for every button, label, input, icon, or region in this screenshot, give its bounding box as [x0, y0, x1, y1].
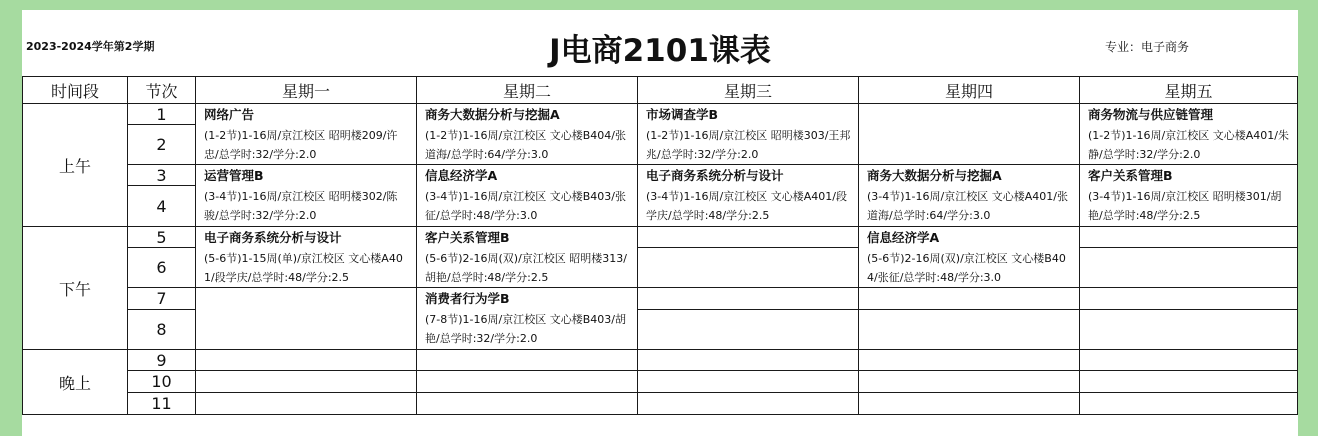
empty-cell [1080, 248, 1298, 288]
course-cell-tue-1-2[interactable] [417, 104, 638, 165]
empty-cell [1080, 393, 1298, 415]
empty-cell [196, 350, 417, 371]
course-name: 市场调查学B [646, 107, 719, 122]
section-row [23, 371, 1298, 393]
major-label: 专业：电子商务 [1105, 40, 1190, 54]
course-detail: (5-6节)1-15周(单)/京江校区 文心楼A401/段学庆/总学时:48/学分:2.5 [204, 252, 403, 284]
course-cell-fri-1-2[interactable] [1080, 104, 1298, 165]
course-name: 电子商务系统分析与设计 [204, 230, 342, 245]
term-label: 2023-2024学年第2学期 [26, 40, 155, 53]
period-evening: 晚上 [23, 350, 128, 415]
section-number: 11 [128, 393, 196, 415]
course-detail: (3-4节)1-16周/京江校区 昭明楼301/胡艳/总学时:48/学分:2.5 [1088, 190, 1282, 222]
section-number: 7 [128, 288, 196, 310]
empty-cell [638, 393, 859, 415]
course-detail: (7-8节)1-16周/京江校区 文心楼B403/胡艳/总学时:32/学分:2.0 [425, 313, 626, 345]
course-detail: (3-4节)1-16周/京江校区 文心楼A401/张道海/总学时:64/学分:3.0 [867, 190, 1068, 222]
empty-cell [859, 288, 1080, 310]
empty-cell [1080, 371, 1298, 393]
empty-cell [859, 310, 1080, 350]
section-row [23, 350, 1298, 371]
empty-cell [196, 288, 417, 350]
schedule-table [22, 76, 1298, 415]
course-detail: (5-6节)2-16周(双)/京江校区 昭明楼313/胡艳/总学时:48/学分:2.5 [425, 252, 628, 284]
empty-cell [1080, 288, 1298, 310]
empty-cell [859, 371, 1080, 393]
course-cell-mon-1-2[interactable] [196, 104, 417, 165]
course-detail: (1-2节)1-16周/京江校区 文心楼B404/张道海/总学时:64/学分:3.0 [425, 129, 626, 161]
period-morning: 上午 [23, 104, 128, 227]
course-detail: (1-2节)1-16周/京江校区 文心楼A401/朱静/总学时:32/学分:2.0 [1088, 129, 1289, 161]
empty-cell [417, 350, 638, 371]
course-name: 客户关系管理B [1088, 168, 1173, 183]
section-number: 9 [128, 350, 196, 371]
col-header-section: 节次 [128, 77, 196, 104]
course-detail: (5-6节)2-16周(双)/京江校区 文心楼B404/张征/总学时:48/学分:3.0 [867, 252, 1066, 284]
course-cell-fri-3-4[interactable] [1080, 165, 1298, 227]
course-cell-wed-1-2[interactable] [638, 104, 859, 165]
course-name: 运营管理B [204, 168, 264, 183]
col-header-tuesday: 星期二 [417, 77, 638, 104]
course-name: 客户关系管理B [425, 230, 510, 245]
timetable-sheet [22, 10, 1298, 436]
empty-cell [859, 104, 1080, 165]
empty-cell [859, 393, 1080, 415]
course-name: 网络广告 [204, 107, 255, 122]
section-number: 1 [128, 104, 196, 125]
empty-cell [638, 350, 859, 371]
section-row [23, 165, 1298, 186]
section-row [23, 288, 1298, 310]
course-detail: (3-4节)1-16周/京江校区 昭明楼302/陈骏/总学时:32/学分:2.0 [204, 190, 398, 222]
empty-cell [196, 393, 417, 415]
section-number: 10 [128, 371, 196, 393]
empty-cell [638, 227, 859, 248]
course-detail: (1-2节)1-16周/京江校区 昭明楼303/王邦兆/总学时:32/学分:2.0 [646, 129, 851, 161]
col-header-friday: 星期五 [1080, 77, 1298, 104]
empty-cell [196, 371, 417, 393]
empty-cell [638, 371, 859, 393]
course-detail: (3-4节)1-16周/京江校区 文心楼A401/段学庆/总学时:48/学分:2.5 [646, 190, 847, 222]
section-number: 2 [128, 125, 196, 165]
course-cell-mon-5-6[interactable] [196, 227, 417, 288]
course-cell-mon-3-4[interactable] [196, 165, 417, 227]
section-number: 4 [128, 186, 196, 227]
period-afternoon: 下午 [23, 227, 128, 350]
course-cell-tue-3-4[interactable] [417, 165, 638, 227]
course-cell-tue-7-8[interactable] [417, 288, 638, 350]
section-row [23, 104, 1298, 125]
col-header-wednesday: 星期三 [638, 77, 859, 104]
course-detail: (1-2节)1-16周/京江校区 昭明楼209/许忠/总学时:32/学分:2.0 [204, 129, 398, 161]
page-title: J电商2101课表 [549, 33, 771, 69]
course-name: 信息经济学A [867, 230, 940, 245]
header-row [23, 77, 1298, 104]
course-cell-tue-5-6[interactable] [417, 227, 638, 288]
empty-cell [859, 350, 1080, 371]
empty-cell [638, 310, 859, 350]
col-header-monday: 星期一 [196, 77, 417, 104]
empty-cell [638, 248, 859, 288]
empty-cell [638, 288, 859, 310]
col-header-thursday: 星期四 [859, 77, 1080, 104]
section-number: 8 [128, 310, 196, 350]
col-header-period: 时间段 [23, 77, 128, 104]
course-cell-thu-5-6[interactable] [859, 227, 1080, 288]
course-cell-wed-3-4[interactable] [638, 165, 859, 227]
section-number: 5 [128, 227, 196, 248]
section-number: 6 [128, 248, 196, 288]
section-number: 3 [128, 165, 196, 186]
course-name: 商务大数据分析与挖掘A [425, 107, 560, 122]
empty-cell [1080, 350, 1298, 371]
course-name: 商务物流与供应链管理 [1088, 107, 1214, 122]
sheet-header [22, 10, 1298, 76]
empty-cell [417, 393, 638, 415]
section-row [23, 227, 1298, 248]
empty-cell [1080, 310, 1298, 350]
course-name: 电子商务系统分析与设计 [646, 168, 784, 183]
empty-cell [1080, 227, 1298, 248]
empty-cell [417, 371, 638, 393]
course-name: 信息经济学A [425, 168, 498, 183]
course-name: 商务大数据分析与挖掘A [867, 168, 1002, 183]
course-name: 消费者行为学B [425, 291, 510, 306]
course-cell-thu-3-4[interactable] [859, 165, 1080, 227]
section-row [23, 393, 1298, 415]
course-detail: (3-4节)1-16周/京江校区 文心楼B403/张征/总学时:48/学分:3.0 [425, 190, 626, 222]
